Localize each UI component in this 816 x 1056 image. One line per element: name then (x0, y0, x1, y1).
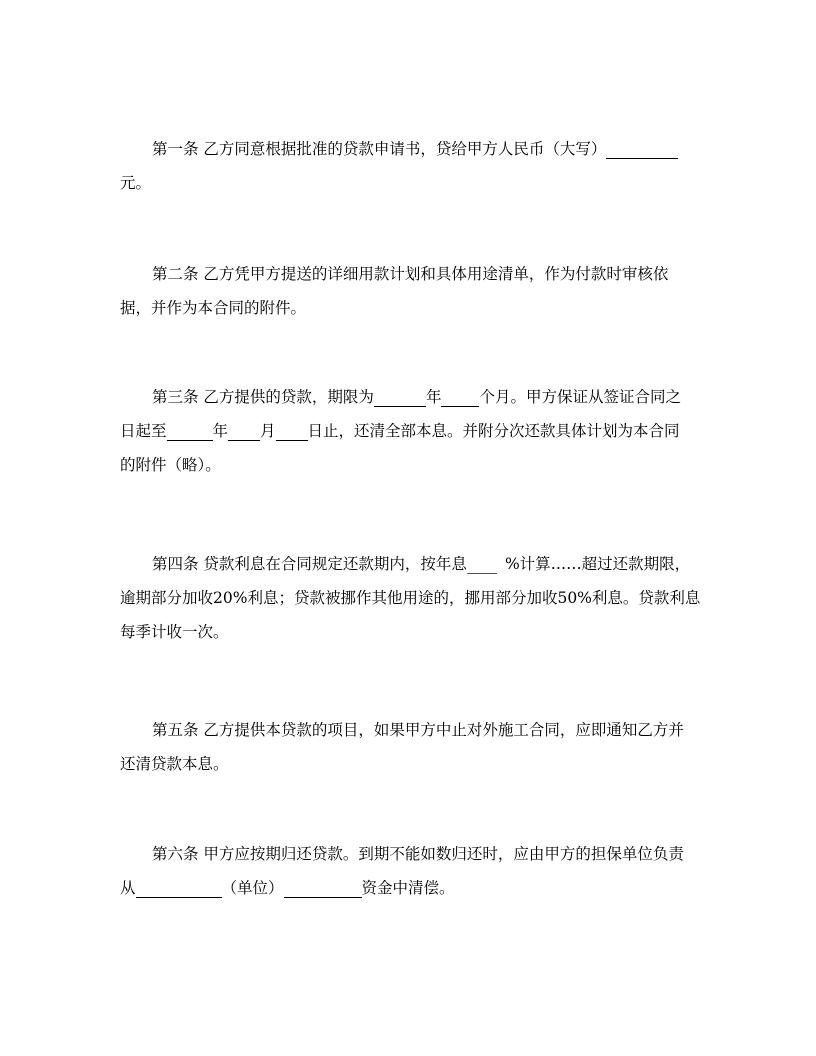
term-years-blank[interactable] (374, 386, 426, 407)
end-year-blank[interactable] (167, 420, 213, 441)
clause-2 (120, 257, 700, 325)
clause-3-line-2: 日起至 年 月 日止，还清全部本息。并附分次还款具体计划为本合同 (120, 422, 680, 440)
end-day-blank[interactable] (276, 420, 308, 441)
clause-4-line-3: 每季计收一次。 (120, 623, 229, 641)
guarantor-unit-blank[interactable] (136, 877, 222, 898)
clause-2-line-2: 据，并作为本合同的附件。 (120, 299, 307, 317)
clause-6-line-2: 从 （单位） 资金中清偿。 (120, 879, 455, 897)
clause-5-line-2: 还清贷款本息。 (120, 755, 229, 773)
amount-blank[interactable] (606, 138, 678, 159)
clause-1-line-1: 第一条 乙方同意根据批准的贷款申请书，贷给甲方人民币（大写） (120, 132, 700, 166)
clause-5 (120, 713, 700, 781)
clause-1-line-2: 元。 (120, 174, 152, 192)
interest-rate-blank[interactable] (467, 553, 497, 574)
clause-4-line-1: 第四条 贷款利息在合同规定还款期内，按年息 %计算……超过还款期限， (152, 555, 691, 573)
clause-4 (120, 547, 700, 649)
clause-1 (120, 132, 700, 200)
term-months-blank[interactable] (441, 386, 479, 407)
clause-3-line-3: 的附件（略）。 (120, 456, 221, 474)
clause-4-line-2: 逾期部分加收20%利息；贷款被挪作其他用途的，挪用部分加收50%利息。贷款利息 (120, 589, 701, 607)
clause-5-line-1: 第五条 乙方提供本贷款的项目，如果甲方中止对外施工合同，应即通知乙方并 (152, 721, 684, 739)
clause-2-line-1: 第二条 乙方凭甲方提送的详细用款计划和具体用途清单，作为付款时审核依 (152, 265, 669, 283)
clause-3 (120, 380, 700, 482)
end-month-blank[interactable] (228, 420, 260, 441)
clause-3-line-1: 第三条 乙方提供的贷款，期限为 年 个月。甲方保证从签证合同之 (152, 388, 681, 406)
clause-6 (120, 837, 700, 905)
fund-source-blank[interactable] (284, 877, 362, 898)
clause-6-line-1: 第六条 甲方应按期归还贷款。到期不能如数归还时，应由甲方的担保单位负责 (152, 845, 684, 863)
